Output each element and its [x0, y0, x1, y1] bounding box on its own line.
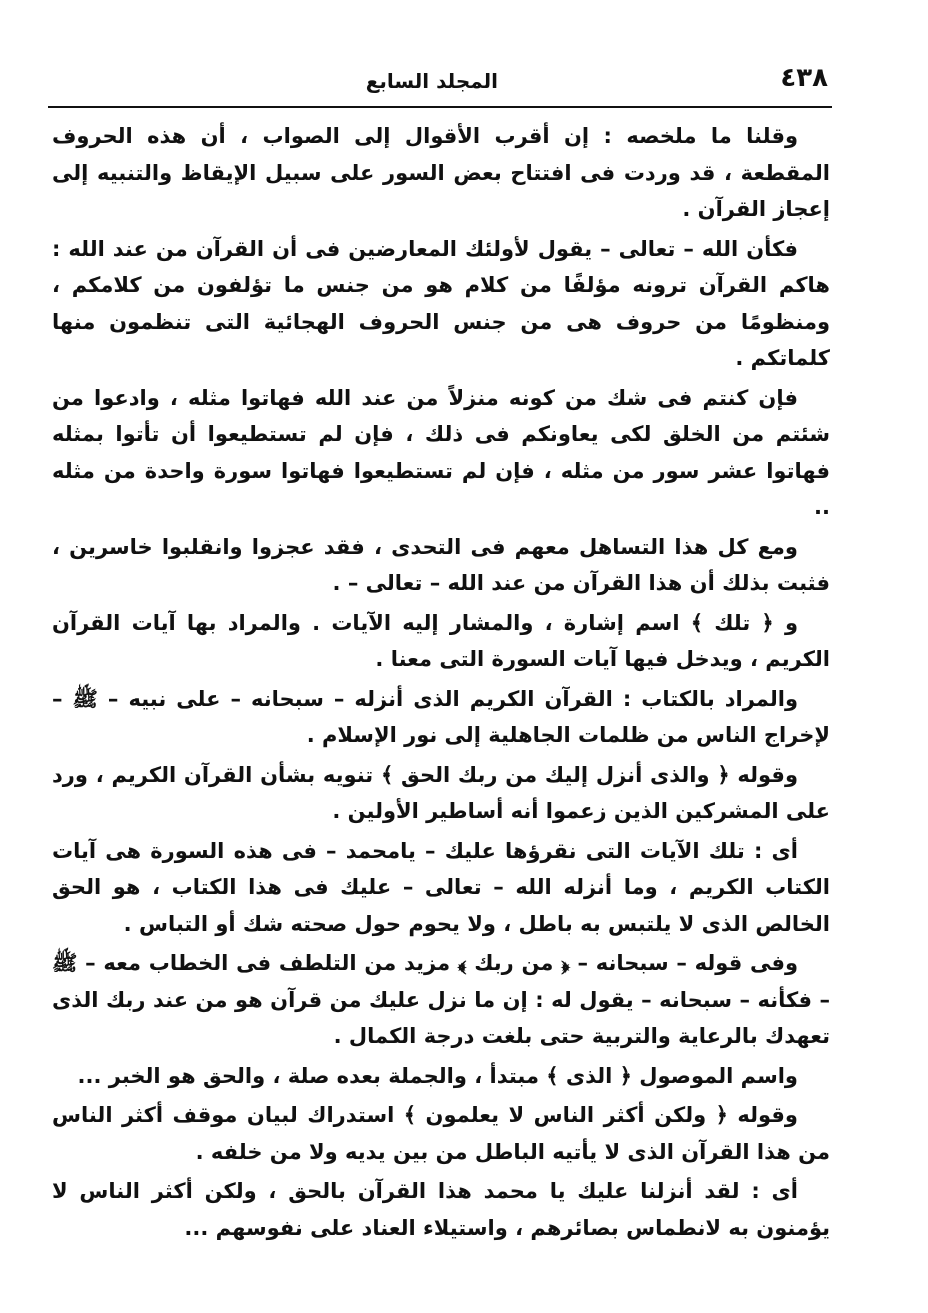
paragraph: وفى قوله – سبحانه – ﴿ من ربك ﴾ مزيد من التلطف فى الخطاب معه – ﷺ – فكأنه – سبحانه – يقول له : إن ما نزل عليك من قرآن هو من عند ربك الذى تعهدك بالرعاية والتربية حتى بلغت درجة الكمال . — [52, 951, 830, 1048]
paragraph: أى : لقد أنزلنا عليك يا محمد هذا القرآن بالحق ، ولكن أكثر الناس لا يؤمنون به لانطماس بصائرهم ، واستيلاء العناد على نفوسهم ... — [52, 1179, 830, 1240]
paragraph: وقلنا ما ملخصه : إن أقرب الأقوال إلى الصواب ، أن هذه الحروف المقطعة ، قد وردت فى افتتاح بعض السور على سبيل الإيقاظ والتنبيه إلى إعجاز القرآن . — [52, 124, 830, 221]
paragraph: فإن كنتم فى شك من كونه منزلاً من عند الله فهاتوا مثله ، وادعوا من شئتم من الخلق لكى يعاونكم فى ذلك ، فإن لم تستطيعوا أن تأتوا بمثله فهاتوا عشر سور من مثله ، فإن لم تستطيعوا فهاتوا سورة واحدة من مثله .. — [52, 385, 830, 519]
paragraph: فكأن الله – تعالى – يقول لأولئك المعارضين فى أن القرآن من عند الله : هاكم القرآن ترونه مؤلفًا من كلام هو من جنس ما تؤلفون من كلامكم ، ومنظومًا من حروف هى من جنس الحروف الهجائية التى تنظمون منها كلماتكم . — [52, 236, 830, 370]
paragraph: وقوله ﴿ والذى أنزل إليك من ربك الحق ﴾ تنويه بشأن القرآن الكريم ، ورد على المشركين الذين زعموا أنه أساطير الأولين . — [52, 762, 830, 823]
paragraph: واسم الموصول ﴿ الذى ﴾ مبتدأ ، والجملة بعده صلة ، والحق هو الخبر ... — [77, 1063, 798, 1088]
body-text — [52, 118, 830, 1249]
header-rule — [48, 106, 832, 108]
running-head: المجلد السابع — [365, 69, 498, 93]
paragraph: والمراد بالكتاب : القرآن الكريم الذى أنزله – سبحانه – على نبيه – ﷺ – لإخراج الناس من ظلمات الجاهلية إلى نور الإسلام . — [52, 686, 830, 747]
page-header — [48, 62, 828, 106]
paragraph: وقوله ﴿ ولكن أكثر الناس لا يعلمون ﴾ استدراك لبيان موقف أكثر الناس من هذا القرآن الذى لا يأتيه الباطل من بين يديه ولا من خلفه . — [52, 1103, 830, 1164]
paragraph: و ﴿ تلك ﴾ اسم إشارة ، والمشار إليه الآيات . والمراد بها آيات القرآن الكريم ، ويدخل فيها آيات السورة التى معنا . — [52, 610, 830, 671]
paragraph: ومع كل هذا التساهل معهم فى التحدى ، فقد عجزوا وانقلبوا خاسرين ، فثبت بذلك أن هذا القرآن من عند الله – تعالى – . — [52, 534, 830, 595]
page-number: ٤٣٨ — [780, 63, 828, 93]
paragraph: أى : تلك الآيات التى نقرؤها عليك – يامحمد – فى هذه السورة هى آيات الكتاب الكريم ، وما أنزله الله – تعالى – عليك فى هذا الكتاب ، هو الحق الخالص الذى لا يلتبس به باطل ، ولا يحوم حول صحته شك أو التباس . — [52, 838, 830, 936]
